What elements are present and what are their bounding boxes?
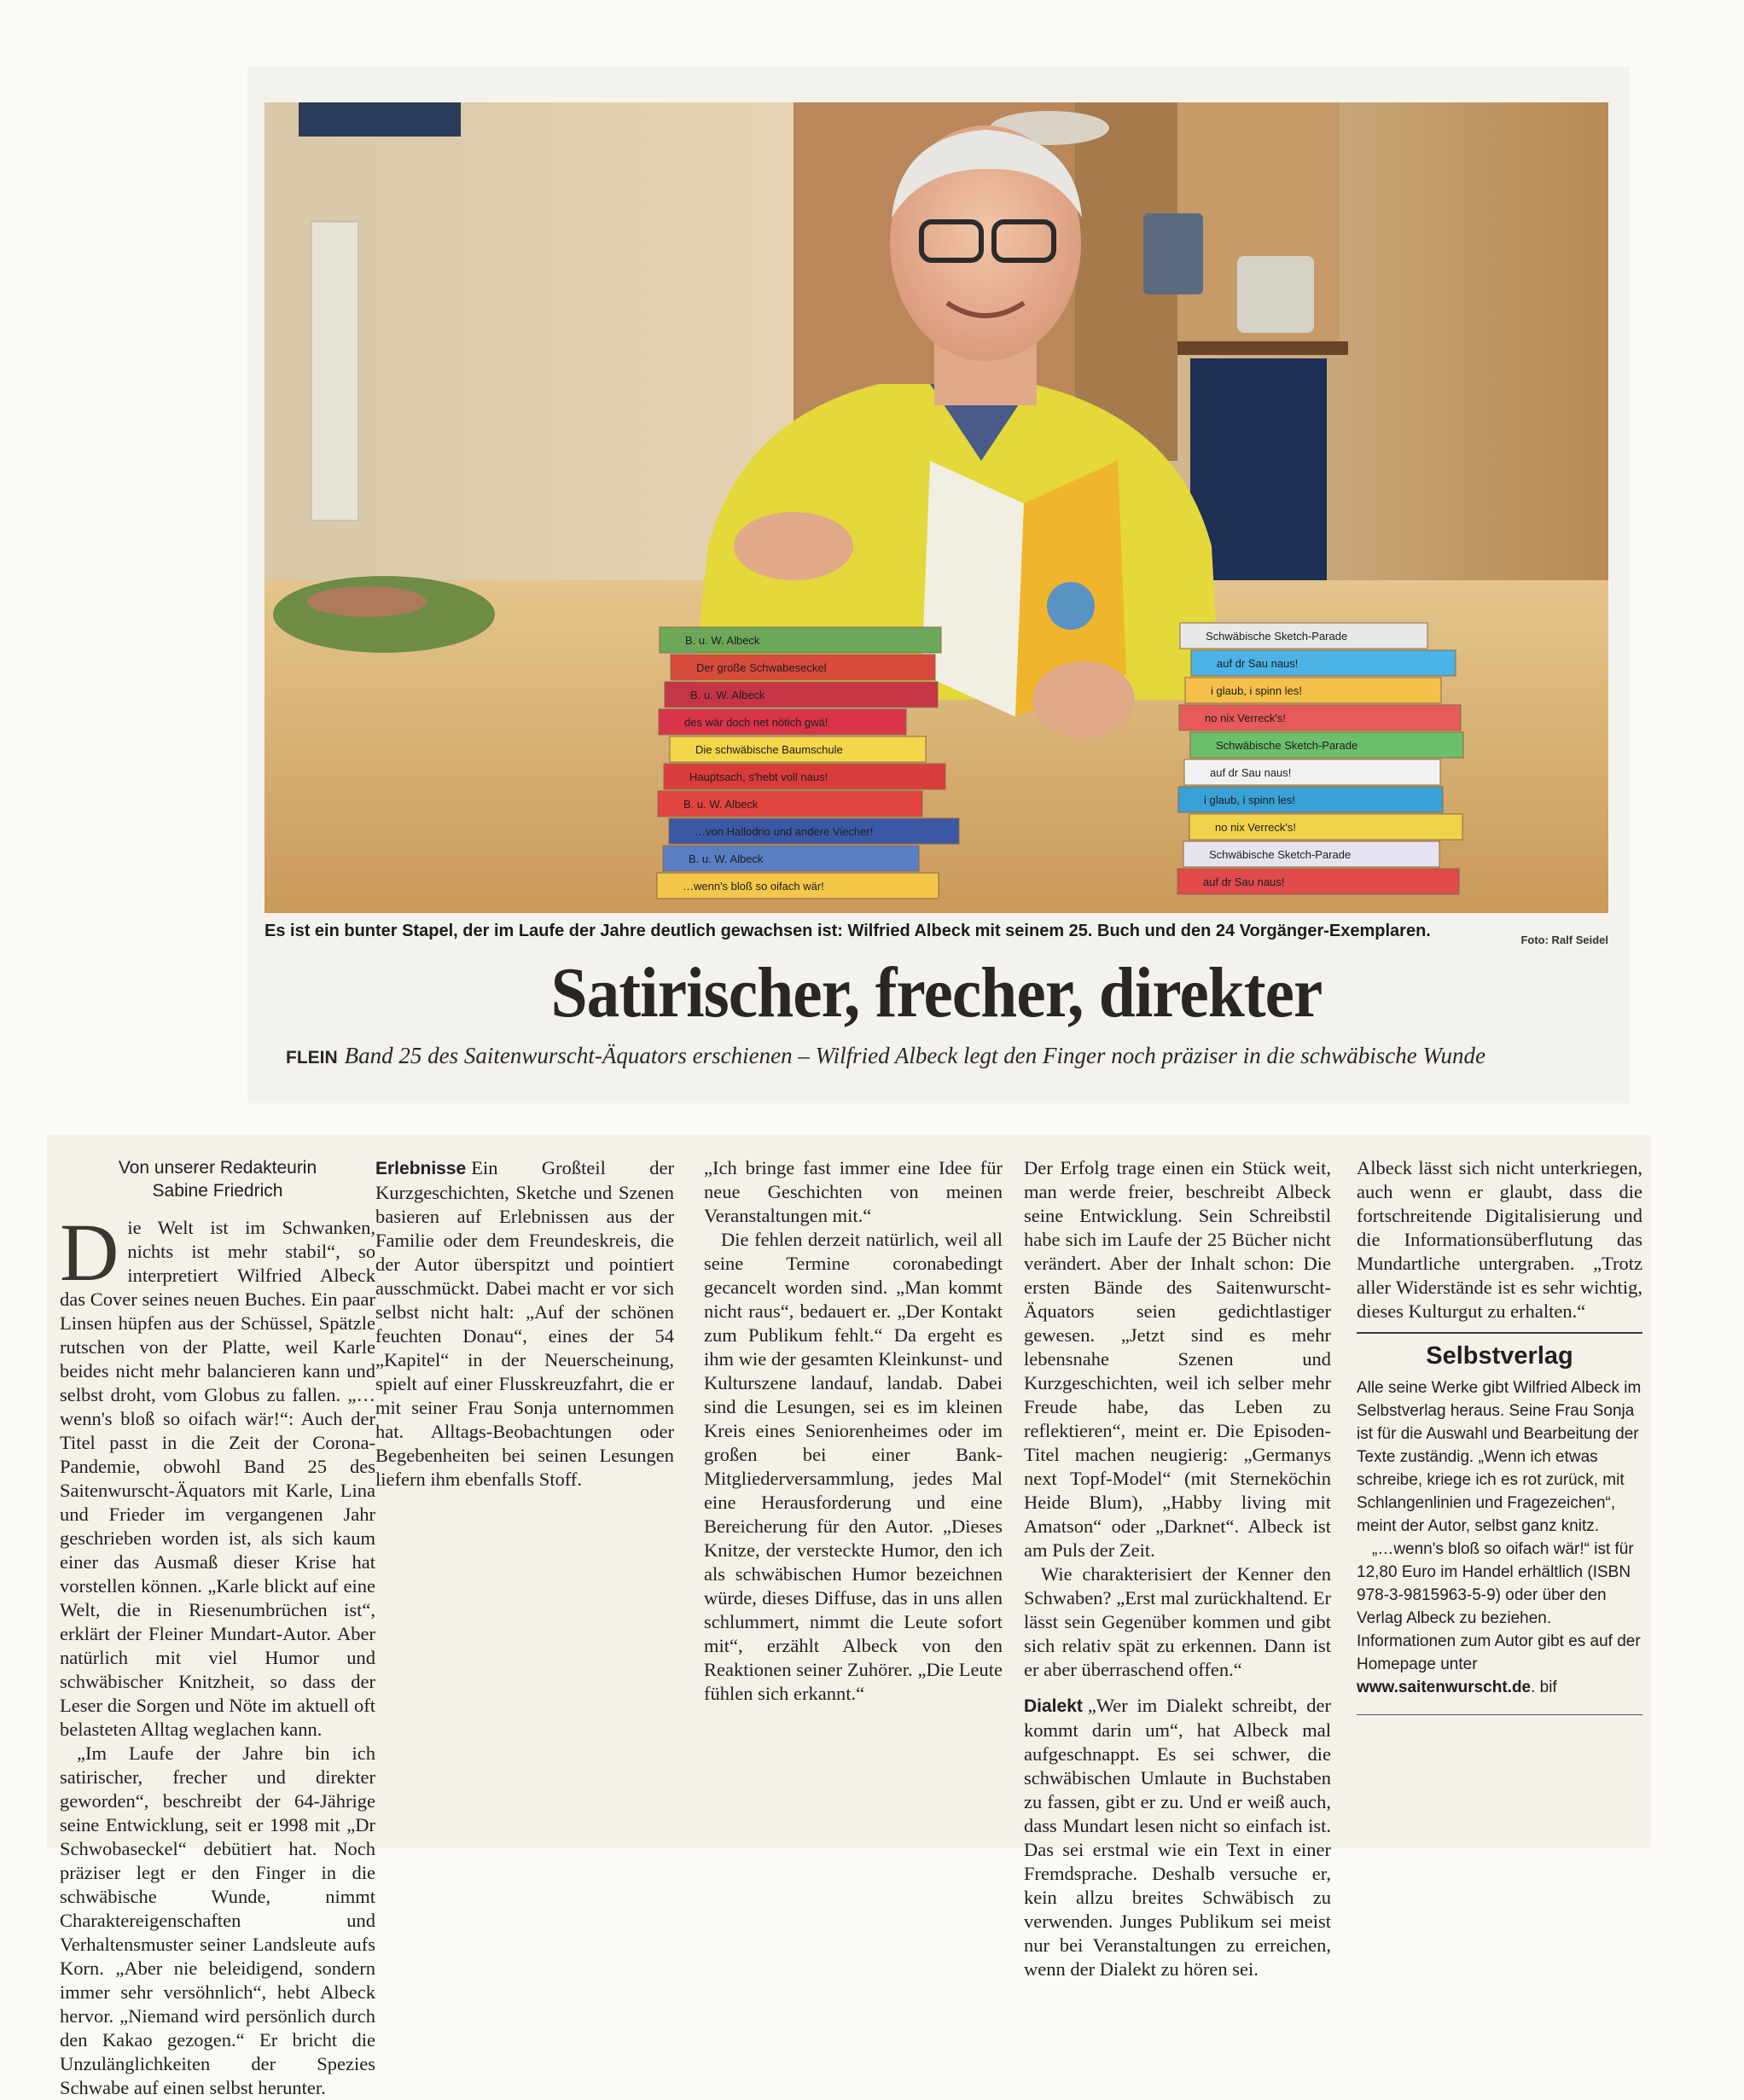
subheadline [286, 1043, 1617, 1069]
article-column-2 [375, 1156, 674, 1492]
paragraph-4: „Ich bringe fast immer eine Idee für neue Geschichten von meinen Veranstaltungen mit.“ [704, 1157, 1003, 1226]
paragraph-6: Der Erfolg trage einen ein Stück weit, man werde freier, beschreibt Albeck seine Entwicklung. Sein Schreibstil habe sich im Laufe der 25 Bücher nicht verändert. Aber der Inhalt schon: Die ersten Bände des Saitenwurscht-Äquators seien gedichtlastiger gewesen. „Jetzt sind es mehr lebensnahe Szenen und Kurzgeschichten, weil ich selber mehr Freude habe, das Leben zu reflektieren“, meint er. Die Episoden-Titel machen neugierig: „Germanys next Topf-Model“ (mit Sterneköchin Heide Blum), „Habby living mit Amatson“ oder „Darknet“. Albeck ist am Puls der Zeit. [1024, 1157, 1331, 1561]
article-column-1 [60, 1156, 375, 2100]
photo-credit: Foto: Ralf Seidel [1520, 934, 1608, 946]
infobox-paragraph-1: Alle seine Werke gibt Wilfried Albeck im Selbstverlag heraus. Seine Frau Sonja ist für die Auswahl und Bearbeitung der Texte zuständig. „Wenn ich etwas schreibe, kriege ich es rot zurück, mit Schlangenlinien und Fragezeichen“, meint der Autor, selbst ganz knitz. [1357, 1379, 1642, 1535]
book-spine-label: …wenn's bloß so oifach wär! [683, 880, 824, 893]
dateline-place: FLEIN [286, 1048, 338, 1067]
wall-picture-frame [299, 102, 461, 137]
photo-caption [265, 922, 1608, 946]
infobox-end-rule [1357, 1714, 1642, 1715]
paragraph-3-text: Ein Großteil der Kurzgeschichten, Sketche und Szenen basieren auf Erlebnissen aus der Familie oder dem Freundeskreis, die der Autor überspitzt und pointiert ausschmückt. Dabei macht er vor sich selbst nicht halt: „Auf der schönen feuchten Donau“, eines der 54 „Kapitel“ in der Neuerscheinung, spielt auf einer Flusskreuzfahrt, die er mit seiner Frau Sonja unternommen hat. Alltags-Beobachtungen oder Begebenheiten bei seinen Lesungen liefern ihm ebenfalls Stoff. [375, 1157, 674, 1490]
infobox-paragraph-2 [1357, 1538, 1642, 1699]
article-photo [265, 102, 1608, 913]
byline [60, 1156, 375, 1202]
book-spine-label: B. u. W. Albeck [689, 852, 764, 865]
book-spine-label: B. u. W. Albeck [683, 798, 759, 811]
book-spine-label: B. u. W. Albeck [685, 634, 760, 647]
byline-author: Sabine Friedrich [152, 1181, 283, 1201]
book-spine-label: Die schwäbische Baumschule [695, 743, 843, 756]
subhead-dialekt: Dialekt [1024, 1696, 1083, 1716]
infobox [1357, 1376, 1642, 1699]
caption-text: Es ist ein bunter Stapel, der im Laufe der Jahre deutlich gewachsen ist: Wilfried Albeck mit seinem 25. Buch und den 24 Vorgänger-Exemplaren. [265, 922, 1431, 940]
article-column-4 [1024, 1156, 1331, 1981]
book-spine-label: auf dr Sau naus! [1210, 766, 1292, 779]
homepage-link[interactable]: www.saitenwurscht.de [1357, 1678, 1532, 1696]
subheadline-text: Band 25 des Saitenwurscht-Äquators erschienen – Wilfried Albeck legt den Finger noch präziser in die schwäbische Wunde [344, 1043, 1485, 1068]
book-spine-label: Schwäbische Sketch-Parade [1209, 848, 1352, 861]
photo-illustration [265, 102, 1608, 913]
article-column-5 [1357, 1156, 1642, 1715]
book-spine-label: Schwäbische Sketch-Parade [1216, 739, 1358, 752]
headline: Satirischer, frecher, direkter [550, 953, 1323, 1033]
infobox-paragraph-2-text: „…wenn's bloß so oifach wär!“ ist für 12,80 Euro im Handel erhältlich (ISBN 978-3-9815963-5-9) oder über den Verlag Albeck zu beziehen. Informationen zum Autor gibt es auf der Homepage unter [1357, 1540, 1641, 1673]
article-column-3 [704, 1156, 1003, 1706]
paragraph-7: Wie charakterisiert der Kenner den Schwaben? „Erst mal zurückhaltend. Er lässt sein Gegenüber kommen und gibt sich relativ spät zu erkennen. Dann ist er aber überraschend offen.“ [1024, 1563, 1331, 1680]
infobox-title: Selbstverlag [1426, 1342, 1573, 1370]
book-spine-label: des wär doch net nötich gwä! [684, 716, 828, 729]
infobox-rule [1357, 1332, 1642, 1334]
paragraph-3 [375, 1156, 674, 1492]
subhead-erlebnisse: Erlebnisse [375, 1159, 467, 1178]
paragraph-2: „Im Laufe der Jahre bin ich satirischer, frecher und direkter geworden“, beschreibt der 64-Jährige seine Entwicklung, seit er 1998 mit „Dr Schwobaseckel“ debütiert hat. Noch präziser legt er den Finger in die schwäbische Wunde, nimmt Charaktereigenschaften und Verhaltensmuster seiner Landsleute aufs Korn. „Aber nie beleidigend, sondern immer sehr versöhnlich“, hebt Albeck hervor. „Niemand wird persönlich durch den Kakao gezogen.“ Er bricht die Unzulänglichkeiten der Spezies Schwabe auf einen selbst herunter. [60, 1742, 375, 2098]
byline-role: Von unserer Redakteurin [118, 1158, 317, 1178]
book-spine-label: auf dr Sau naus! [1217, 657, 1299, 670]
paragraph-1 [60, 1207, 375, 1742]
book-spine-label: i glaub, i spinn les! [1204, 794, 1295, 806]
paragraph-8-text: „Wer im Dialekt schreibt, der kommt darin um“, hat Albeck mal aufgeschnappt. Es sei schwer, die schwäbischen Umlaute in Buchstaben zu fassen, gibt er zu. Und er weiß auch, dass Mundart lesen nicht so einfach ist. Das sei erstmal wie ein Text in einer Fremdsprache. Deshalb versuche er, kein allzu breites Schwäbisch zu verwenden. Junges Publikum sei meist nur bei Veranstaltungen zu erreichen, wenn der Dialekt zu hören sei. [1024, 1695, 1331, 1980]
book-spine-label: Schwäbische Sketch-Parade [1206, 630, 1348, 643]
book-spine-label: …von Hallodrio und andere Viecher! [695, 825, 874, 838]
book-spine-label: no nix Verreck's! [1215, 821, 1296, 834]
paragraph-9: Albeck lässt sich nicht unterkriegen, auch wenn er glaubt, dass die fortschreitende Digitalisierung und die Informationsüberflutung das Mundartliche untergraben. „Trotz aller Widerstände ist es sehr wichtig, dieses Kulturgut zu erhalten.“ [1357, 1157, 1642, 1322]
paragraph-8 [1024, 1694, 1331, 1981]
infobox-signature: . bif [1531, 1678, 1557, 1696]
book-spine-label: Der große Schwabeseckel [696, 661, 827, 674]
book-spine-label: B. u. W. Albeck [690, 689, 765, 701]
paragraph-1-text: ie Welt ist im Schwanken, nichts ist mehr stabil“, so interpretiert Wilfried Albeck das Cover seines neuen Buches. Ein paar Linsen hüpfen aus der Schüssel, Spätzle rutschen von der Platte, weil Karle beides nicht mehr balancieren kann und selbst droht, vom Globus zu fallen. „…wenn's bloß so oifach wär!“: Auch der Titel passt in die Zeit der Corona-Pandemie, obwohl Band 25 des Saitenwurscht-Äquators mit Karle, Lina und Frieder im vergangenen Jahr geschrieben worden ist, als sich kaum einer das Ausmaß dieser Krise hat vorstellen können. „Karle blickt auf eine Welt, die in Riesenumbrüchen ist“, erklärt der Fleiner Mundart-Autor. Aber natürlich mit viel Humor und schwäbischer Knitzheit, so dass der Leser die Sorgen und Nöte im aktuell oft belasteten Alltag weglachen kann. [60, 1217, 375, 1740]
book-spine-label: Hauptsach, s'hebt voll naus! [689, 771, 828, 783]
book-spine-label: i glaub, i spinn les! [1211, 684, 1302, 697]
book-spine-label: auf dr Sau naus! [1203, 875, 1285, 888]
book-spine-label: no nix Verreck's! [1205, 712, 1286, 724]
drop-cap: D [60, 1207, 119, 1298]
paragraph-5: Die fehlen derzeit natürlich, weil all seine Termine coronabedingt gecancelt worden sind. „Man kommt nicht raus“, bedauert er. „Der Kontakt zum Publikum fehlt.“ Da ergeht es ihm wie der gesamten Kleinkunst- und Kulturszene landauf, landab. Dabei sind die Lesungen, sei es im kleinen Kreis eines Seniorenheimes oder im großen bei einer Bank-Mitgliederversammlung, jedes Mal eine Herausforderung und eine Bereicherung für den Autor. „Dieses Knitze, der versteckte Humor, den ich als schwäbischen Humor bezeichnen würde, dieses Diffuse, das in uns allen schlummert, nimmt die Leute sofort mit“, erzählt Albeck von den Reaktionen seiner Zuhörer. „Die Leute fühlen sich erkannt.“ [704, 1229, 1003, 1704]
